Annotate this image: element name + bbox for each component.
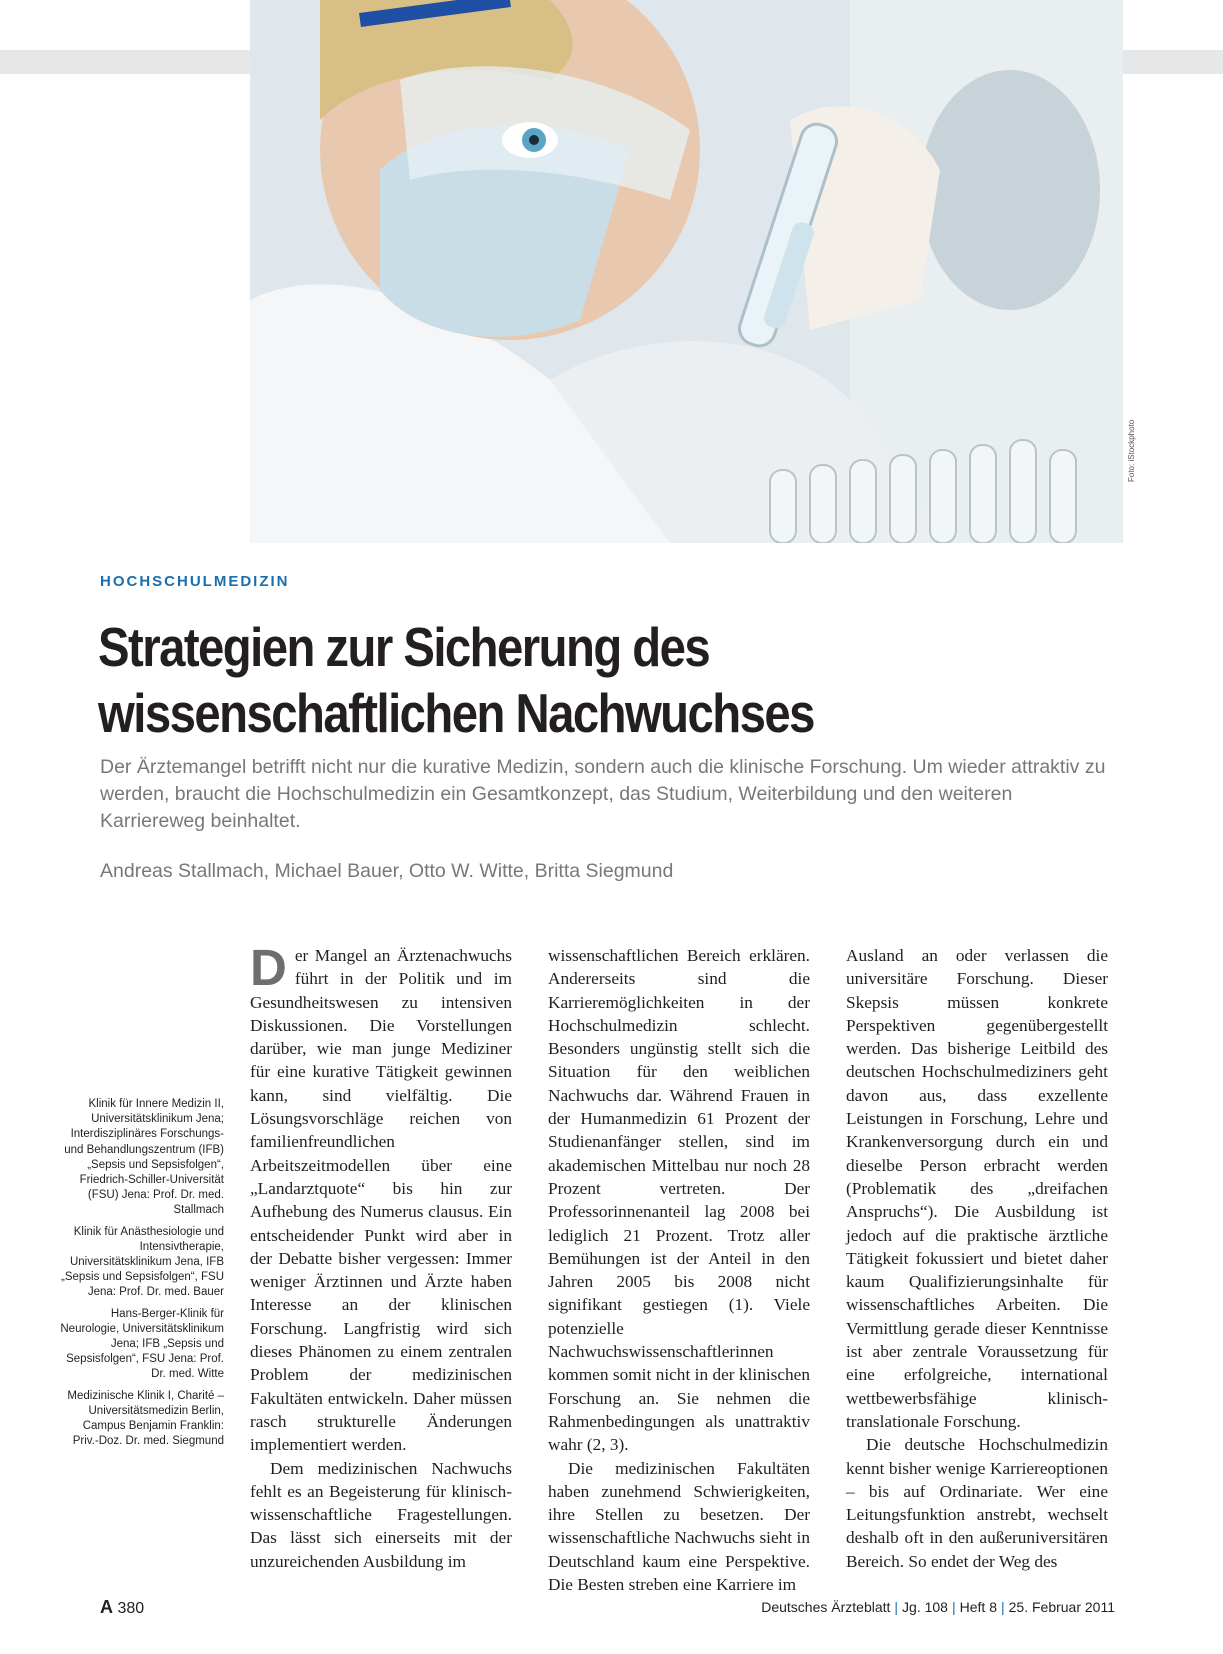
body-paragraph: Dem medizinischen Nachwuchs fehlt es an Begeisterung für klinisch-wissenschaftliche Fragestellungen. Das lässt sich einerseits mit der unzureichenden Ausbildung im <box>250 1458 512 1571</box>
section-letter: A <box>100 1597 113 1617</box>
drop-cap: D <box>250 939 287 996</box>
footer-separator: | <box>1000 1599 1005 1615</box>
page-folio <box>100 1597 144 1618</box>
body-column-1 <box>250 939 512 1573</box>
author-affiliations <box>60 1097 224 1455</box>
body-column-3 <box>846 944 1108 1573</box>
body-paragraph: Ausland an oder verlassen die universitäre Forschung. Dieser Skepsis müssen konkrete Perspektiven gegenübergestellt werden. Das bisherige Leitbild des deutschen Hochschulmediziners geht davon aus, dass exzellente Leistungen in Forschung, Lehre und Krankenversorgung durch ein und dieselbe Person erbracht werden (Problematik des „dreifachen Anspruchs“). Die Ausbildung ist jedoch auf die praktische ärztliche Tätigkeit fokussiert und bietet daher kaum Qualifizierungsinhalte für wissenschaftliches Arbeiten. Die Vermittlung gerade dieser Kenntnisse ist aber zentrale Voraussetzung für eine erfolgreiche, international wettbewerbsfähige klinisch-translationale Forschung. <box>846 946 1108 1431</box>
issue-date: 25. Februar 2011 <box>1008 1599 1115 1615</box>
body-paragraph: Die deutsche Hochschulmedizin kennt bisher wenige Karriereoptionen – bis auf Ordinariate. Wer eine Leitungsfunktion anstrebt, wechselt deshalb oft in den außeruniversitären Bereich. So endet der Weg des <box>846 1435 1108 1571</box>
footer-separator: | <box>894 1599 899 1615</box>
page-number: 380 <box>117 1600 145 1617</box>
paragraph-text: er Mangel an Ärztenachwuchs führt in der Politik und im Gesundheitswesen zu intensiven Diskussionen. Die Vorstellungen darüber, wie man junge Mediziner für eine kurative Tätigkeit gewinnen kann, sind vielfältig. Die Lösungsvorschläge reichen von familienfreundlichen Arbeitszeitmodellen über eine „Landarztquote“ bis hin zur Aufhebung des Numerus clausus. Ein entscheidender Punkt wird aber in der Debatte bisher vergessen: Immer weniger Ärztinnen und Ärzte haben Interesse an der klinischen Forschung. Langfristig wird sich dieses Phänomen zu einem zentralen Problem der medizinischen Fakultäten entwickeln. Daher müssen rasch strukturelle Änderungen implementiert werden. <box>250 946 512 1455</box>
affiliation-siegmund: Medizinische Klinik I, Charité – Universitätsmedizin Berlin, Campus Benjamin Franklin: Priv.-Doz. Dr. med. Siegmund <box>67 1389 224 1448</box>
footer-separator: | <box>951 1599 956 1615</box>
article-authors: Andreas Stallmach, Michael Bauer, Otto W. Witte, Britta Siegmund <box>100 860 674 882</box>
headline-line-1: Strategien zur Sicherung des <box>98 616 710 678</box>
article-lead: Der Ärztemangel betrifft nicht nur die kurative Medizin, sondern auch die klinische Forschung. Um wieder attraktiv zu werden, braucht die Hochschulmedizin ein Gesamtkonzept, das Studium, Weiterbildung und den weiteren Karriereweg beinhaltet. <box>100 756 1106 832</box>
affiliation-witte: Hans-Berger-Klinik für Neurologie, Universitätsklinikum Jena; IFB „Sepsis und Sepsisfolgen“, FSU Jena: Prof. Dr. med. Witte <box>60 1307 224 1381</box>
body-paragraph: wissenschaftlichen Bereich erklären. Andererseits sind die Karrieremöglichkeiten in der Hochschulmedizin schlecht. Besonders ungünstig stellt sich die Situation für den weiblichen Nachwuchs dar. Während Frauen in der Humanmedizin 61 Prozent der Studienanfänger stellen, sind im akademischen Mittelbau nur noch 28 Prozent vertreten. Der Professorinnenanteil lag 2008 bei lediglich 21 Prozent. Trotz aller Bemühungen ist der Anteil in den Jahren 2005 bis 2008 nicht signifikant gestiegen (1). Viele potenzielle Nachwuchswissenschaftlerinnen kommen somit nicht in der klinischen Forschung an. Sie nehmen die Rahmenbedingungen als unattraktiv wahr (2, 3). <box>548 946 810 1455</box>
affiliation-stallmach: Klinik für Innere Medizin II, Universitätsklinikum Jena; Interdisziplinäres Forschungs- und Behandlungszentrum (IFB) „Sepsis und Sepsisfolgen“, Friedrich-Schiller-Universität (FSU) Jena: Prof. Dr. med. Stallmach <box>64 1098 224 1217</box>
body-column-2 <box>548 944 810 1596</box>
lab-researcher-photo <box>250 0 1123 543</box>
journal-volume: Jg. 108 <box>902 1599 948 1615</box>
affiliation-bauer: Klinik für Anästhesiologie und Intensivtherapie, Universitätsklinikum Jena, IFB „Sepsis und Sepsisfolgen“, FSU Jena: Prof. Dr. med. Bauer <box>61 1225 224 1299</box>
body-paragraph: Die medizinischen Fakultäten haben zunehmend Schwierigkeiten, ihre Stellen zu besetzen. Der wissenschaftliche Nachwuchs sieht in Deutschland kaum eine Perspektive. Die Besten streben eine Karriere im <box>548 1458 810 1595</box>
section-rubric: HOCHSCHULMEDIZIN <box>100 573 290 590</box>
headline-line-2: wissenschaftlichen Nachwuchses <box>98 682 814 744</box>
photo-credit: Foto: iStockphoto <box>1127 419 1136 482</box>
article-headline <box>98 614 975 746</box>
journal-name: Deutsches Ärzteblatt <box>761 1599 891 1615</box>
journal-footer <box>761 1599 1115 1615</box>
journal-issue: Heft 8 <box>959 1599 997 1615</box>
body-paragraph <box>250 939 512 1457</box>
lab-researcher-test-tube-photo-icon <box>250 0 1123 543</box>
